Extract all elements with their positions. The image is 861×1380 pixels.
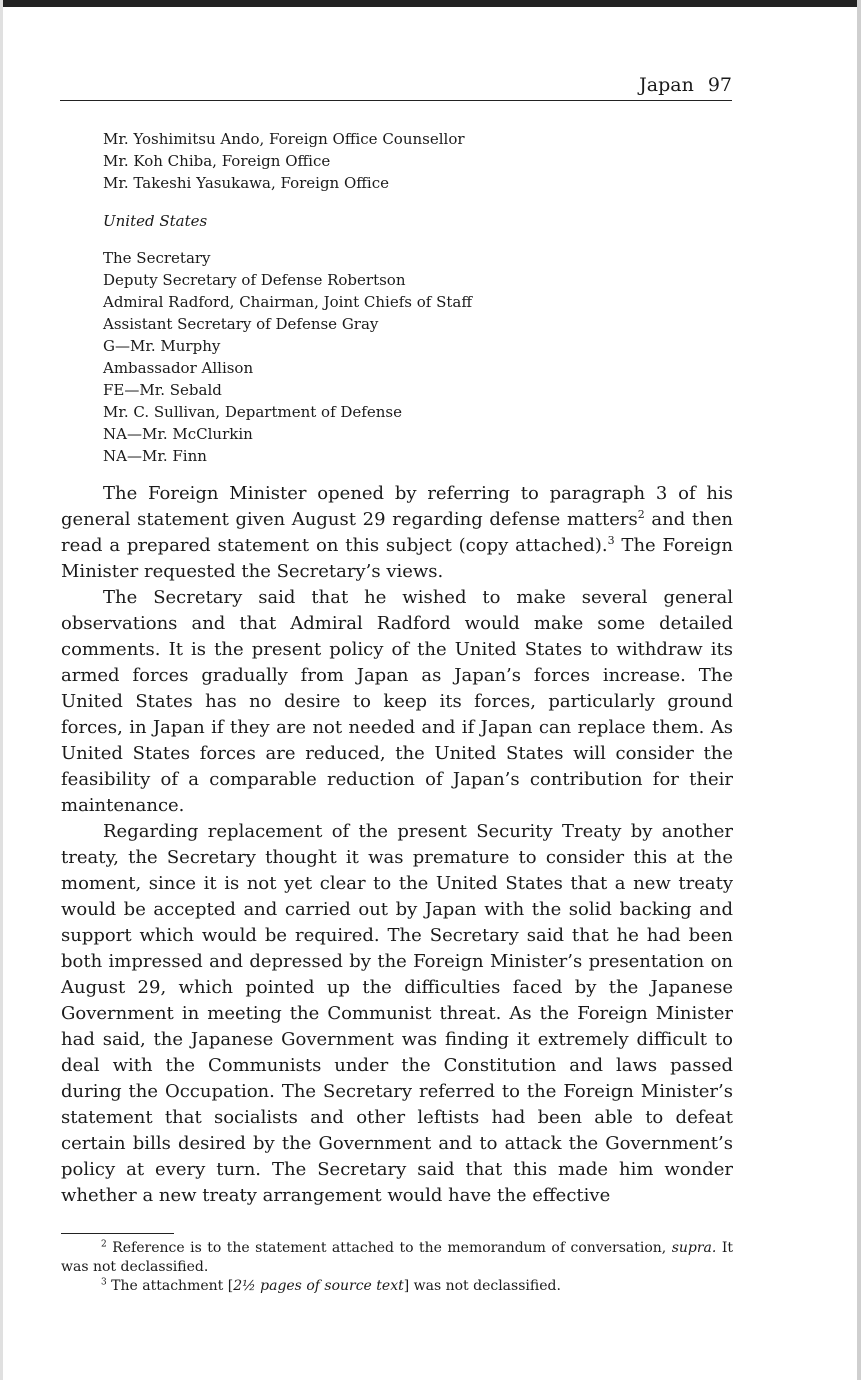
footnote-2-mark: 2: [101, 1239, 107, 1250]
footnote-3: [61, 1277, 733, 1296]
attendee-line: G—Mr. Murphy: [103, 337, 221, 355]
attendee-line: Mr. Takeshi Yasukawa, Foreign Office: [103, 174, 390, 192]
attendee-line: Mr. Yoshimitsu Ando, Foreign Office Counsellor: [103, 130, 465, 148]
attendee-line: Admiral Radford, Chairman, Joint Chiefs of Staff: [103, 293, 473, 311]
footnote-3-text-a: The attachment [: [106, 1278, 234, 1294]
attendee-line: FE—Mr. Sebald: [103, 381, 222, 399]
body-text: [61, 481, 733, 1209]
attendee-line: The Secretary: [103, 249, 211, 267]
footnote-2-text-a: Reference is to the statement attached to the memorandum of conversation,: [106, 1240, 672, 1256]
scan-left-edge: [0, 0, 3, 1380]
us-delegation-heading: United States: [103, 212, 208, 230]
attendee-line: Assistant Secretary of Defense Gray: [103, 315, 379, 333]
running-head-section: Japan: [639, 74, 694, 96]
paragraph-1: [61, 481, 733, 585]
scan-right-edge: [857, 0, 861, 1380]
attendee-line: Ambassador Allison: [103, 359, 254, 377]
header-rule: [60, 100, 732, 101]
footnote-ref-2: 2: [637, 508, 645, 521]
attendee-line: NA—Mr. McClurkin: [103, 425, 253, 443]
scan-top-border: [0, 0, 861, 7]
footnote-3-mark: 3: [101, 1277, 107, 1288]
page-number: 97: [707, 74, 732, 96]
footnotes: [61, 1239, 733, 1296]
footnote-2: [61, 1239, 733, 1277]
paragraph-1-text-a: The Foreign Minister opened by referring to paragraph 3 of his general statement given August 29 regarding defense matters: [61, 483, 733, 530]
paragraph-3: Regarding replacement of the present Security Treaty by another treaty, the Secretary thought it was premature to consider this at the moment, since it is not yet clear to the United States that a new treaty would be accepted and carried out by Japan with the solid backing and support which would be required. The Secretary said that he had been both impressed and depressed by the Foreign Minister’s presentation on August 29, which pointed up the difficulties faced by the Japanese Government in meeting the Communist threat. As the Foreign Minister had said, the Japanese Government was finding it extremely difficult to deal with the Communists under the Constitution and laws passed during the Occupation. The Secretary referred to the Foreign Minister’s statement that socialists and other leftists had been able to defeat certain bills desired by the Government and to attack the Government’s policy at every turn. The Secretary said that this made him wonder whether a new treaty arrangement would have the effective: [61, 821, 733, 1206]
footnote-2-text-b: It was not declassified.: [61, 1240, 733, 1275]
paragraph-1-text-b: and then read a prepared statement on this subject (copy attached).: [61, 509, 733, 556]
attendee-list: [103, 128, 703, 467]
attendee-line: Mr. C. Sullivan, Department of Defense: [103, 403, 402, 421]
footnote-3-text-b: ] was not declassified.: [403, 1278, 561, 1294]
running-head: [600, 74, 732, 98]
footnote-rule: [61, 1233, 174, 1234]
paragraph-1-text-c: The Foreign Minister requested the Secretary’s views.: [61, 535, 733, 582]
attendee-line: Mr. Koh Chiba, Foreign Office: [103, 152, 331, 170]
paragraph-2: The Secretary said that he wished to make several general observations and that Admiral Radford would make some detailed comments. It is the present policy of the United States to withdraw its armed forces gradually from Japan as Japan’s forces increase. The United States has no desire to keep its forces, particularly ground forces, in Japan if they are not needed and if Japan can replace them. As United States forces are reduced, the United States will consider the feasibility of a comparable reduction of Japan’s contribution for their maintenance.: [61, 587, 733, 816]
footnote-ref-3: 3: [607, 534, 615, 547]
footnote-3-italic: 2½ pages of source text: [233, 1278, 404, 1294]
attendee-line: Deputy Secretary of Defense Robertson: [103, 271, 406, 289]
attendee-line: NA—Mr. Finn: [103, 447, 207, 465]
footnote-2-italic: supra.: [671, 1240, 717, 1256]
